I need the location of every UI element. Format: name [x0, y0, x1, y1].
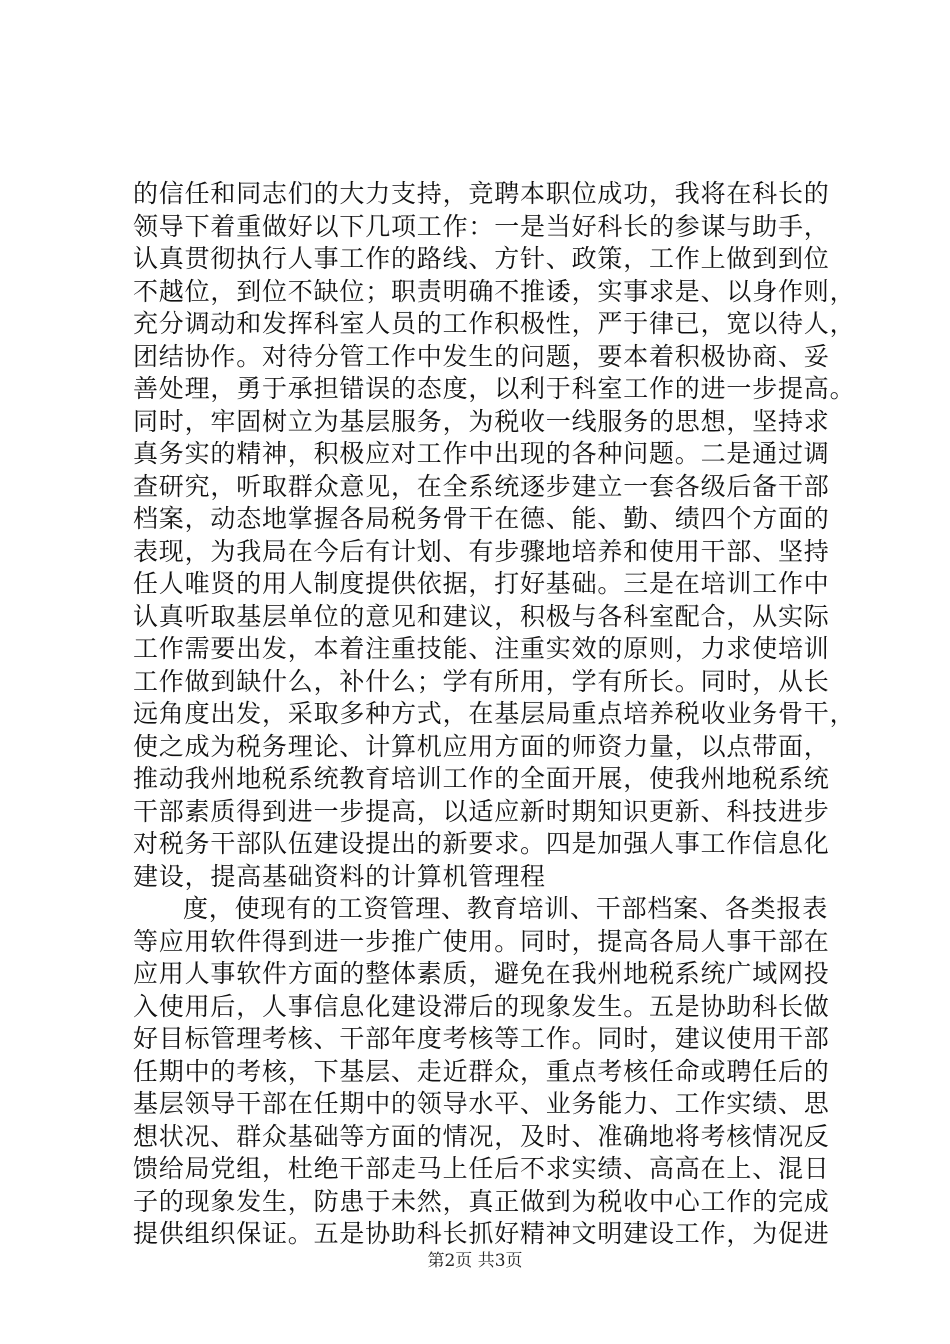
text-line: 应用人事软件方面的整体素质，避免在我州地税系统广域网投 [133, 959, 830, 988]
text-line: 提供组织保证。五是协助科长抓好精神文明建设工作，为促进 [133, 1219, 830, 1248]
text-line: 善处理，勇于承担错误的态度，以利于科室工作的进一步提高。 [133, 374, 856, 403]
body-text [133, 178, 868, 1251]
text-line: 认真听取基层单位的意见和建议，积极与各科室配合，从实际 [133, 601, 830, 631]
text-line: 对税务干部队伍建设提出的新要求。四是加强人事工作信息化 [133, 829, 830, 858]
text-line: 子的现象发生，防患于未然，真正做到为税收中心工作的完成 [133, 1186, 830, 1216]
text-line: 等应用软件得到进一步推广使用。同时，提高各局人事干部在 [133, 926, 830, 956]
text-line: 想状况、群众基础等方面的情况，及时、准确地将考核情况反 [133, 1121, 830, 1151]
text-line: 基层领导干部在任期中的领导水平、业务能力、工作实绩、思 [133, 1089, 830, 1118]
text-line: 馈给局党组，杜绝干部走马上任后不求实绩、高高在上、混日 [133, 1154, 830, 1183]
text-line: 度，使现有的工资管理、教育培训、干部档案、各类报表 [183, 894, 829, 923]
text-line: 同时，牢固树立为基层服务，为税收一线服务的思想，坚持求 [133, 406, 830, 436]
text-line: 好目标管理考核、干部年度考核等工作。同时，建议使用干部 [133, 1024, 830, 1053]
text-line: 使之成为税务理论、计算机应用方面的师资力量，以点带面， [133, 731, 830, 761]
text-line: 领导下着重做好以下几项工作：一是当好科长的参谋与助手， [133, 211, 830, 241]
text-line: 任人唯贤的用人制度提供依据，打好基础。三是在培训工作中 [133, 569, 830, 598]
text-line: 推动我州地税系统教育培训工作的全面开展，使我州地税系统 [133, 764, 830, 793]
page-number-footer: 第2页 共3页 [427, 1251, 523, 1271]
text-line: 表现，为我局在今后有计划、有步骤地培养和使用干部、坚持 [133, 536, 830, 566]
text-line: 不越位，到位不缺位；职责明确不推诿，实事求是、以身作则， [133, 276, 856, 306]
text-line: 认真贯彻执行人事工作的路线、方针、政策，工作上做到到位 [133, 244, 830, 273]
text-line: 的信任和同志们的大力支持，竞聘本职位成功，我将在科长的 [133, 179, 830, 208]
text-line: 工作需要出发，本着注重技能、注重实效的原则，力求使培训 [133, 634, 830, 663]
text-line: 入使用后，人事信息化建设滞后的现象发生。五是协助科长做 [133, 991, 830, 1021]
text-line: 查研究，听取群众意见，在全系统逐步建立一套各级后备干部 [133, 471, 830, 501]
text-line: 干部素质得到进一步提高，以适应新时期知识更新、科技进步 [133, 796, 830, 826]
text-line: 档案，动态地掌握各局税务骨干在德、能、勤、绩四个方面的 [133, 504, 830, 533]
text-line: 团结协作。对待分管工作中发生的问题，要本着积极协商、妥 [133, 341, 830, 371]
text-line: 建设，提高基础资料的计算机管理程 [133, 861, 546, 891]
text-line: 任期中的考核，下基层、走近群众，重点考核任命或聘任后的 [133, 1056, 830, 1086]
text-line: 工作做到缺什么，补什么；学有所用，学有所长。同时，从长 [133, 666, 830, 696]
text-line: 远角度出发，采取多种方式，在基层局重点培养税收业务骨干， [133, 699, 856, 728]
text-line: 真务实的精神，积极应对工作中出现的各种问题。二是通过调 [133, 439, 830, 468]
text-line: 充分调动和发挥科室人员的工作积极性，严于律已，宽以待人， [133, 309, 856, 338]
